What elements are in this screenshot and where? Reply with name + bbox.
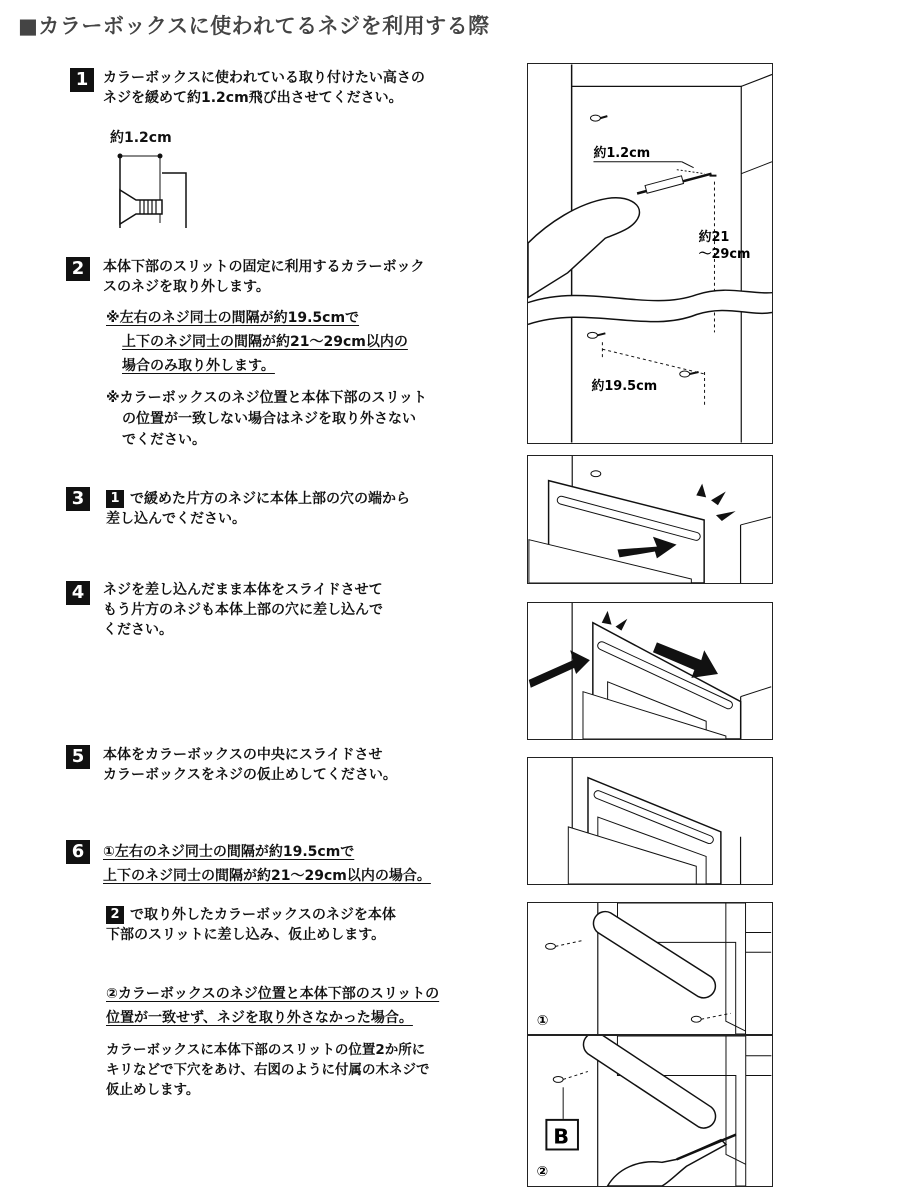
fig1-dimension-29cm: ～29cm: [698, 246, 751, 262]
step-3-line-1: で緩めた片方のネジに本体上部の穴の端から: [130, 491, 410, 507]
step-6-case-1-body-line-2: 下部のスリットに差し込み、仮止めします。: [106, 927, 386, 943]
step-3-line-2: 差し込んでください。: [106, 511, 246, 527]
step-2-note-2-line-3: でください。: [122, 432, 206, 448]
step-5-number: 5: [66, 745, 90, 769]
step-2-note-1-line-1: ※左右のネジ同士の間隔が約19.5cmで: [106, 310, 360, 326]
step-3-ref-number: 1: [106, 490, 124, 508]
page-title: ■カラーボックスに使われてるネジを利用する際: [18, 14, 490, 38]
step-2-note-1-line-3: 場合のみ取り外します。: [122, 358, 275, 374]
step-1-line-1: カラーボックスに使われている取り付けたい高さの: [103, 70, 425, 86]
step-3-text: [106, 489, 410, 529]
fig5-label: ①: [536, 1013, 549, 1030]
step-2-line-1: 本体下部のスリットの固定に利用するカラーボック: [103, 259, 425, 275]
step-5-line-1: 本体をカラーボックスの中央にスライドさせ: [103, 747, 383, 763]
step-6-case-1-heading: [103, 840, 431, 888]
figure-slide-unit-drawing: [528, 603, 772, 739]
figure-screw-measurement: [527, 63, 773, 444]
step-6-case-2-heading: [106, 982, 439, 1030]
screw-dimension-label: 約1.2cm: [110, 130, 172, 146]
figure-case-1: [527, 902, 773, 1035]
step-1-text: [103, 68, 425, 108]
step-2-note-1: [106, 306, 408, 378]
step-1-line-2: ネジを緩めて約1.2cm飛び出させてください。: [103, 90, 403, 106]
screw-detail-diagram: [100, 128, 210, 233]
fig1-dimension-12cm: 約1.2cm: [593, 145, 651, 161]
step-5-line-2: カラーボックスをネジの仮止めしてください。: [103, 767, 397, 783]
step-6-number: 6: [66, 840, 90, 864]
screw-detail-drawing: [100, 128, 210, 233]
step-4-line-2: もう片方のネジも本体上部の穴に差し込んで: [103, 602, 383, 618]
step-4-number: 4: [66, 581, 90, 605]
step-5-text: [103, 745, 397, 785]
step-6-case-2-body-line-1: カラーボックスに本体下部のスリットの位置2か所に: [106, 1042, 426, 1058]
step-6-case-2-line-1: ②カラーボックスのネジ位置と本体下部のスリットの: [106, 986, 440, 1002]
figure-insert-screw-drawing: [528, 456, 772, 583]
step-2-number: 2: [66, 257, 90, 281]
step-6-case-1-body-line-1: で取り外したカラーボックスのネジを本体: [130, 907, 396, 923]
figure-center-unit: [527, 757, 773, 885]
step-6-case-2-body-line-3: 仮止めします。: [106, 1082, 200, 1098]
fig6-label: ②: [536, 1164, 549, 1181]
step-6-case-2-body: [106, 1040, 429, 1100]
figure-case-2: [527, 1035, 773, 1187]
fig6-box-label: B: [553, 1124, 570, 1149]
step-6-ref-number: 2: [106, 906, 124, 924]
step-3-number: 3: [66, 487, 90, 511]
step-6-case-2-line-2: 位置が一致せず、ネジを取り外さなかった場合。: [106, 1010, 413, 1026]
fig1-dimension-195cm: 約19.5cm: [591, 378, 658, 394]
step-6-case-2-body-line-2: キリなどで下穴をあけ、右図のように付属の木ネジで: [106, 1062, 430, 1078]
step-4-text: [103, 580, 383, 640]
figure-slide-unit: [527, 602, 773, 740]
step-6-case-1-body: [106, 905, 396, 945]
step-2-line-2: スのネジを取り外します。: [103, 279, 270, 295]
figure-case-2-drawing: [528, 1036, 772, 1186]
step-6-case-1-line-1: ①左右のネジ同士の間隔が約19.5cmで: [103, 844, 355, 860]
figure-insert-screw: [527, 455, 773, 584]
step-4-line-1: ネジを差し込んだまま本体をスライドさせて: [103, 582, 383, 598]
step-6-case-1-line-2: 上下のネジ同士の間隔が約21～29cm以内の場合。: [103, 868, 431, 884]
figure-case-1-drawing: [528, 903, 772, 1034]
fig1-dimension-21: 約21: [698, 230, 730, 246]
figure-center-unit-drawing: [528, 758, 772, 884]
figure-screw-measurement-drawing: [528, 64, 772, 443]
step-2-note-2-line-2: の位置が一致しない場合はネジを取り外さない: [122, 411, 416, 427]
step-2-note-2-line-1: ※カラーボックスのネジ位置と本体下部のスリット: [106, 390, 427, 406]
step-4-line-3: ください。: [103, 622, 173, 638]
step-1-number: 1: [70, 68, 94, 92]
step-2-note-1-line-2: 上下のネジ同士の間隔が約21～29cm以内の: [122, 334, 408, 350]
step-2-text: [103, 257, 424, 297]
step-2-note-2: [106, 388, 427, 451]
